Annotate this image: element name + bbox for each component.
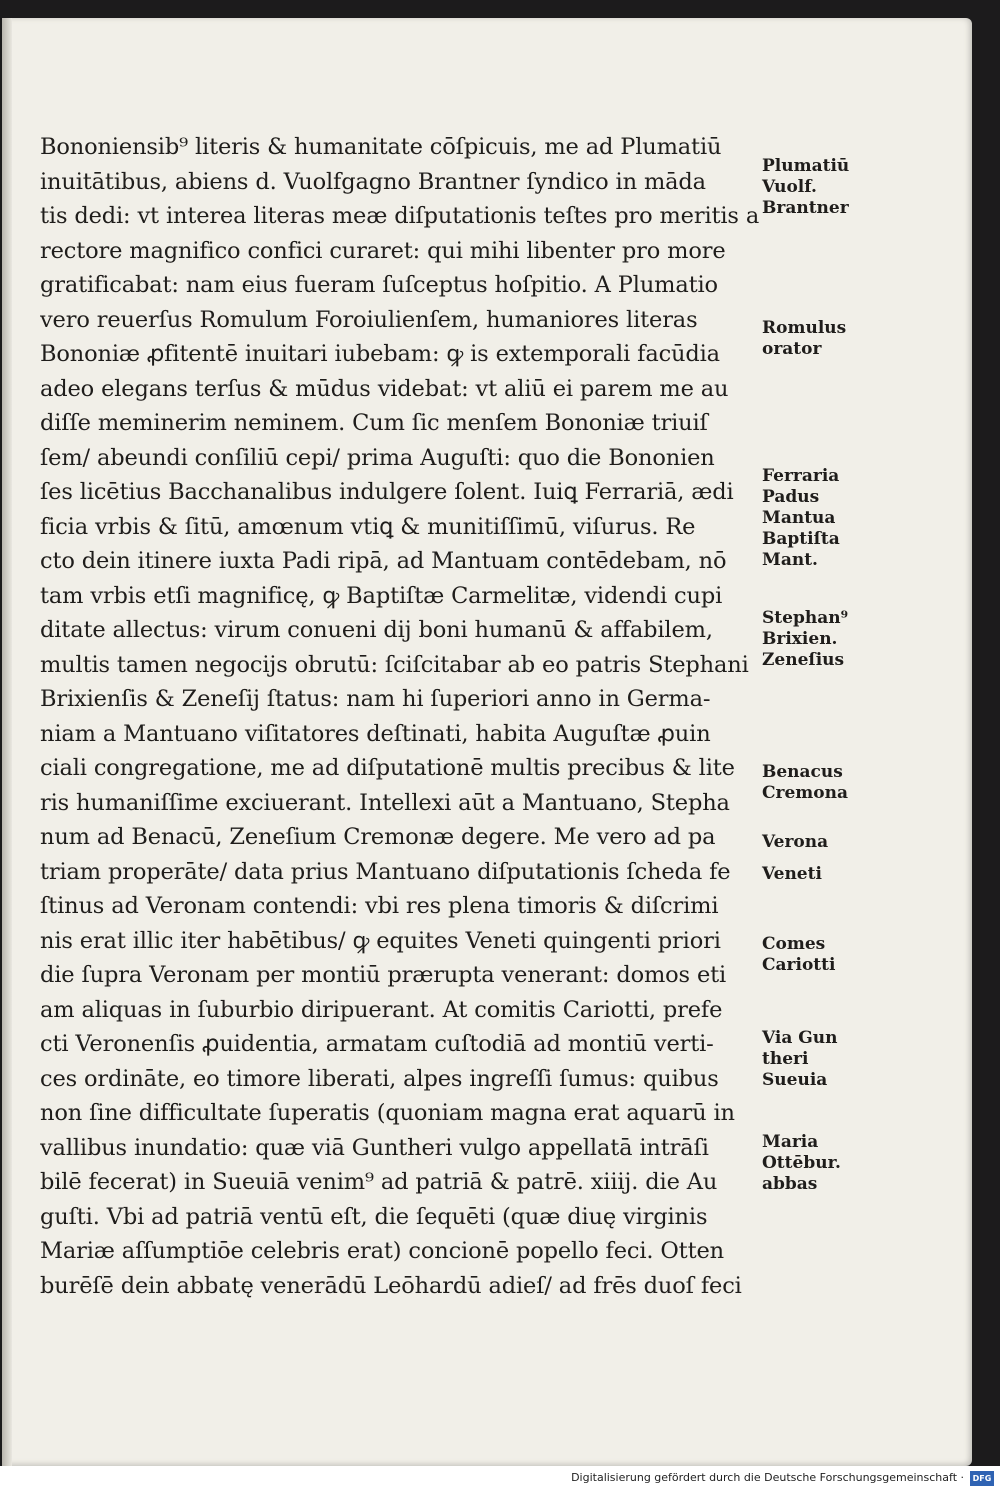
page-spine [2, 18, 12, 1466]
footer-bar [0, 1466, 1000, 1492]
marginal-note: Ferraria Padus Mantua Baptiſta Mant. [762, 466, 840, 570]
text-line: niam a Mantuano viſitatores deſtinati, habita Auguſtæ ꝓuin [40, 720, 711, 747]
text-line: Bononiæ ꝓfitentē inuitari iubebam: ꝙ is extemporali facūdia [40, 341, 720, 367]
text-line: non ſine difficultate ſuperatis (quoniam magna erat aquarū in [40, 1100, 735, 1126]
text-line: ſem/ abeundi conſiliū cepi/ prima Auguſti: quo die Bononien [40, 444, 715, 471]
marginal-note: Benacus Cremona [762, 762, 849, 803]
text-line: Brixienſis & Zeneſij ſtatus: nam hi ſuperiori anno in Germa- [40, 686, 711, 712]
marginal-note: Via Gun theri Sueuia [762, 1028, 838, 1090]
text-line: ces ordināte, eo timore liberati, alpes ingreſſi ſumus: quibus [40, 1065, 719, 1092]
text-line: vero reuerſus Romulum Foroiulienſem, humaniores literas [40, 306, 698, 333]
text-line: ditate allectus: virum conueni dij boni humanū & affabilem, [40, 617, 713, 643]
text-line: ſes licētius Bacchanalibus indulgere ſolent. Iuiꝗ Ferrariā, ædi [40, 479, 734, 505]
text-line: multis tamen negocijs obrutū: ſciſcitabar ab eo patris Stephani [40, 651, 749, 678]
marginal-note: Maria Ottēbur. abbas [762, 1132, 841, 1194]
marginal-note: Romulus orator [762, 318, 847, 359]
text-line: Bononiensib⁹ literis & humanitate cōſpicuis, me ad Plumatiū [40, 134, 722, 160]
text-line: diſſe meminerim neminem. Cum ſic menſem Bononiæ triuiſ [40, 410, 708, 436]
text-line: ciali congregatione, me ad diſputationē multis precibus & lite [40, 755, 735, 781]
text-line: cti Veronenſis ꝓuidentia, armatam cuſtodiā ad montiū verti- [40, 1031, 714, 1057]
text-line: adeo elegans terſus & mūdus videbat: vt aliū ei parem me au [40, 375, 729, 402]
text-line: inuitātibus, abiens d. Vuolfgagno Brantner ſyndico in māda [40, 168, 706, 195]
text-line: am aliquas in ſuburbio diripuerant. At comitis Cariotti, prefe [40, 996, 723, 1023]
text-line: vallibus inundatio: quæ viā Guntheri vulgo appellatā intrāſi [40, 1134, 709, 1161]
marginal-note: Veneti [762, 864, 822, 884]
book-page [2, 18, 972, 1466]
text-line: burēſē dein abbatę venerādū Leōhardū adieſ/ ad frēs duoſ feci [40, 1272, 742, 1299]
text-line: tam vrbis etſi magnificę, ꝙ Baptiſtæ Carmelitæ, videndi cupi [40, 582, 723, 609]
funding-credit: Digitalisierung gefördert durch die Deutsche Forschungsgemeinschaft · [571, 1471, 964, 1484]
text-line: Mariæ aſſumptiōe celebris erat) concionē popello feci. Otten [40, 1238, 724, 1264]
text-line: num ad Benacū, Zeneſium Cremonæ degere. Me vero ad pa [40, 824, 716, 850]
text-line: die ſupra Veronam per montiū prærupta venerant: domos eti [40, 962, 727, 988]
text-line: ficia vrbis & ſitū, amœnum vtiꝗ & munitiſſimū, viſurus. Re [40, 513, 696, 540]
marginal-note: Plumatiū Vuolf. Brantner [762, 156, 850, 218]
text-line: ſtinus ad Veronam contendi: vbi res plena timoris & diſcrimi [40, 893, 719, 919]
marginal-note: Stephan⁹ Brixien. Zeneſius [762, 608, 849, 670]
text-line: cto dein itinere iuxta Padi ripā, ad Mantuam contēdebam, nō [40, 548, 727, 574]
marginal-note: Verona [762, 832, 829, 852]
text-line: ris humaniſſime exciuerant. Intellexi aūt a Mantuano, Stepha [40, 789, 730, 816]
dfg-logo: DFG [970, 1471, 994, 1486]
text-line: rectore magnifico confici curaret: qui mihi libenter pro more [40, 237, 726, 264]
text-line: gratificabat: nam eius fueram ſuſceptus hoſpitio. A Plumatio [40, 272, 718, 298]
body-text [40, 130, 760, 1303]
text-line: nis erat illic iter habētibus/ ꝙ equites Veneti quingenti priori [40, 927, 721, 954]
text-line: bilē fecerat) in Sueuiā venim⁹ ad patriā & patrē. xiiij. die Au [40, 1169, 718, 1195]
text-line: tis dedi: vt interea literas meæ diſputationis teſtes pro meritis a [40, 203, 760, 229]
text-line: triam properāte/ data prius Mantuano diſputationis ſcheda fe [40, 858, 731, 885]
text-line: guſti. Vbi ad patriā ventū eſt, die ſequēti (quæ diuę virginis [40, 1203, 708, 1230]
marginal-note: Comes Cariotti [762, 934, 836, 975]
